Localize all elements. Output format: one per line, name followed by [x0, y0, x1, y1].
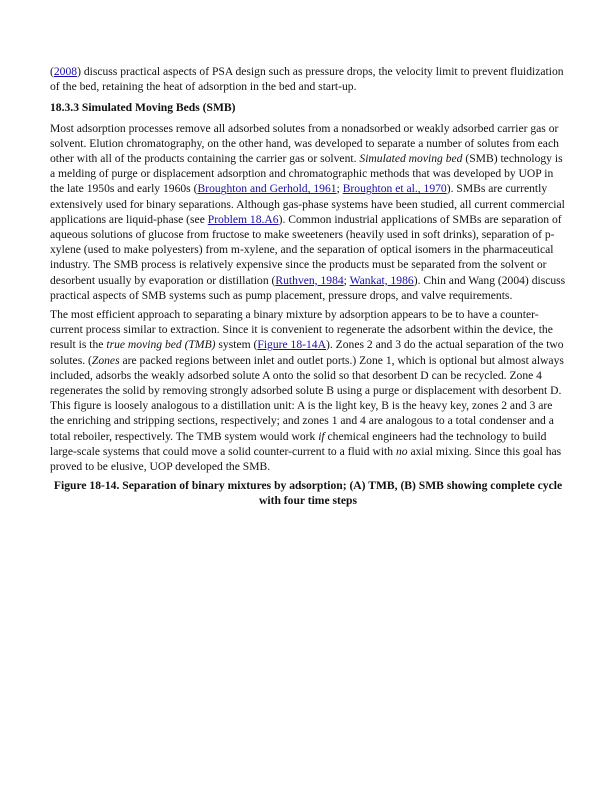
para1-text-4: ). Common industrial applications of SMBs are separation of aqueous solutions of glucose from fructose to make sweeteners (heavily used in soft drinks), separation of p-xylene (used to make polyesters) from m-xylene, and the separation of optical isomers in the pharmaceutical industry. The SMB process is relatively expensive since the products must be separated from the solvent or desorbent usually by evaporation or distillation ( — [50, 212, 562, 287]
para2-emphasis-no: no — [395, 444, 408, 458]
para2-text-5: chemical engineers had the technology to build large-scale systems that could move a solid counter-current to a fluid with — [50, 429, 547, 458]
para1-separator-2: ; — [343, 273, 350, 287]
para1-text-2: (SMB) technology is a melding of purge or displacement adsorption and chromatographic methods that was developed by UOP in the late 1950s and early 1960s ( — [50, 152, 563, 196]
link-ruthven[interactable]: Ruthven, 1984 — [275, 273, 344, 287]
section-heading: 18.3.3 Simulated Moving Beds (SMB) — [50, 101, 236, 115]
para2-text-3: ). Zones 2 and 3 do the actual separation of the two solutes. ( — [50, 338, 564, 367]
para1-text-3: ). SMBs are currently extensively used for binary separations. Although gas-phase systems have been studied, all current commercial applications are liquid-phase (see — [50, 182, 565, 226]
para1-text-5: ). Chin and Wang (2004) discuss practical aspects of SMB systems such as pump placement, pressure drops, and valve requirements. — [50, 273, 566, 302]
link-figure-18-14a[interactable]: Figure 18-14A — [257, 338, 326, 352]
para1-text-1: Most adsorption processes remove all adsorbed solutes from a nonadsorbed or weakly adsorbed carrier gas or solvent. Elution chromatography, on the other hand, was developed to separate a number of solutes from each other with all of the products containing the carrier gas or solvent. — [50, 121, 559, 166]
para2-text-1: The most efficient approach to separating a binary mixture by adsorption appears to be to have a counter-current process similar to extraction. Since it is convenient to regenerate the adsorbent within the device, the result is the — [50, 308, 553, 352]
smb-paragraph — [50, 121, 566, 303]
para1-emphasis-smb: Simulated moving bed — [359, 152, 463, 166]
para2-text-4: are packed regions between inlet and outlet ports.) Zone 1, which is optional but almost always included, adsorbs the weakly adsorbed solute A onto the solid so that desorbent D can be recycled. Zone 4 regenerates the solid by removing strongly adsorbed solute B using a purge or displacement with desorbent D. This figure is loosely analogous to a distillation unit: A is the light key, B is the heavy key, zones 2 and 3 are the enriching and stripping sections, respectively; and zones 1 and 4 are analogous to a total condenser and a total reboiler, respectively. The TMB system would work — [50, 353, 564, 443]
link-problem-18a6[interactable]: Problem 18.A6 — [207, 212, 279, 226]
link-wankat[interactable]: Wankat, 1986 — [349, 273, 414, 287]
para2-text-6: axial mixing. Since this goal has proved to be elusive, UOP developed the SMB. — [50, 444, 562, 474]
document-page — [50, 64, 566, 513]
tmb-paragraph — [50, 307, 566, 474]
figure-caption: Figure 18-14. Separation of binary mixtures by adsorption; (A) TMB, (B) SMB showing complete cycle with four time steps — [53, 479, 563, 508]
para2-emphasis-if: if — [318, 429, 325, 443]
para2-emphasis-zones: Zones — [91, 353, 120, 367]
intro-open-paren: ( — [50, 65, 54, 78]
para2-text-2: system ( — [215, 338, 258, 352]
intro-text: ) discuss practical aspects of PSA design such as pressure drops, the velocity limit to prevent fluidization of the bed, retaining the heat of adsorption in the bed and start-up. — [50, 65, 564, 94]
link-broughton-gerhold[interactable]: Broughton and Gerhold, 1961 — [197, 182, 337, 196]
intro-paragraph — [50, 64, 566, 94]
link-broughton-et-al[interactable]: Broughton et al., 1970 — [342, 182, 447, 196]
para2-emphasis-tmb: true moving bed (TMB) — [106, 338, 216, 352]
link-2008[interactable]: 2008 — [53, 65, 78, 78]
para1-separator-1: ; — [336, 182, 343, 196]
